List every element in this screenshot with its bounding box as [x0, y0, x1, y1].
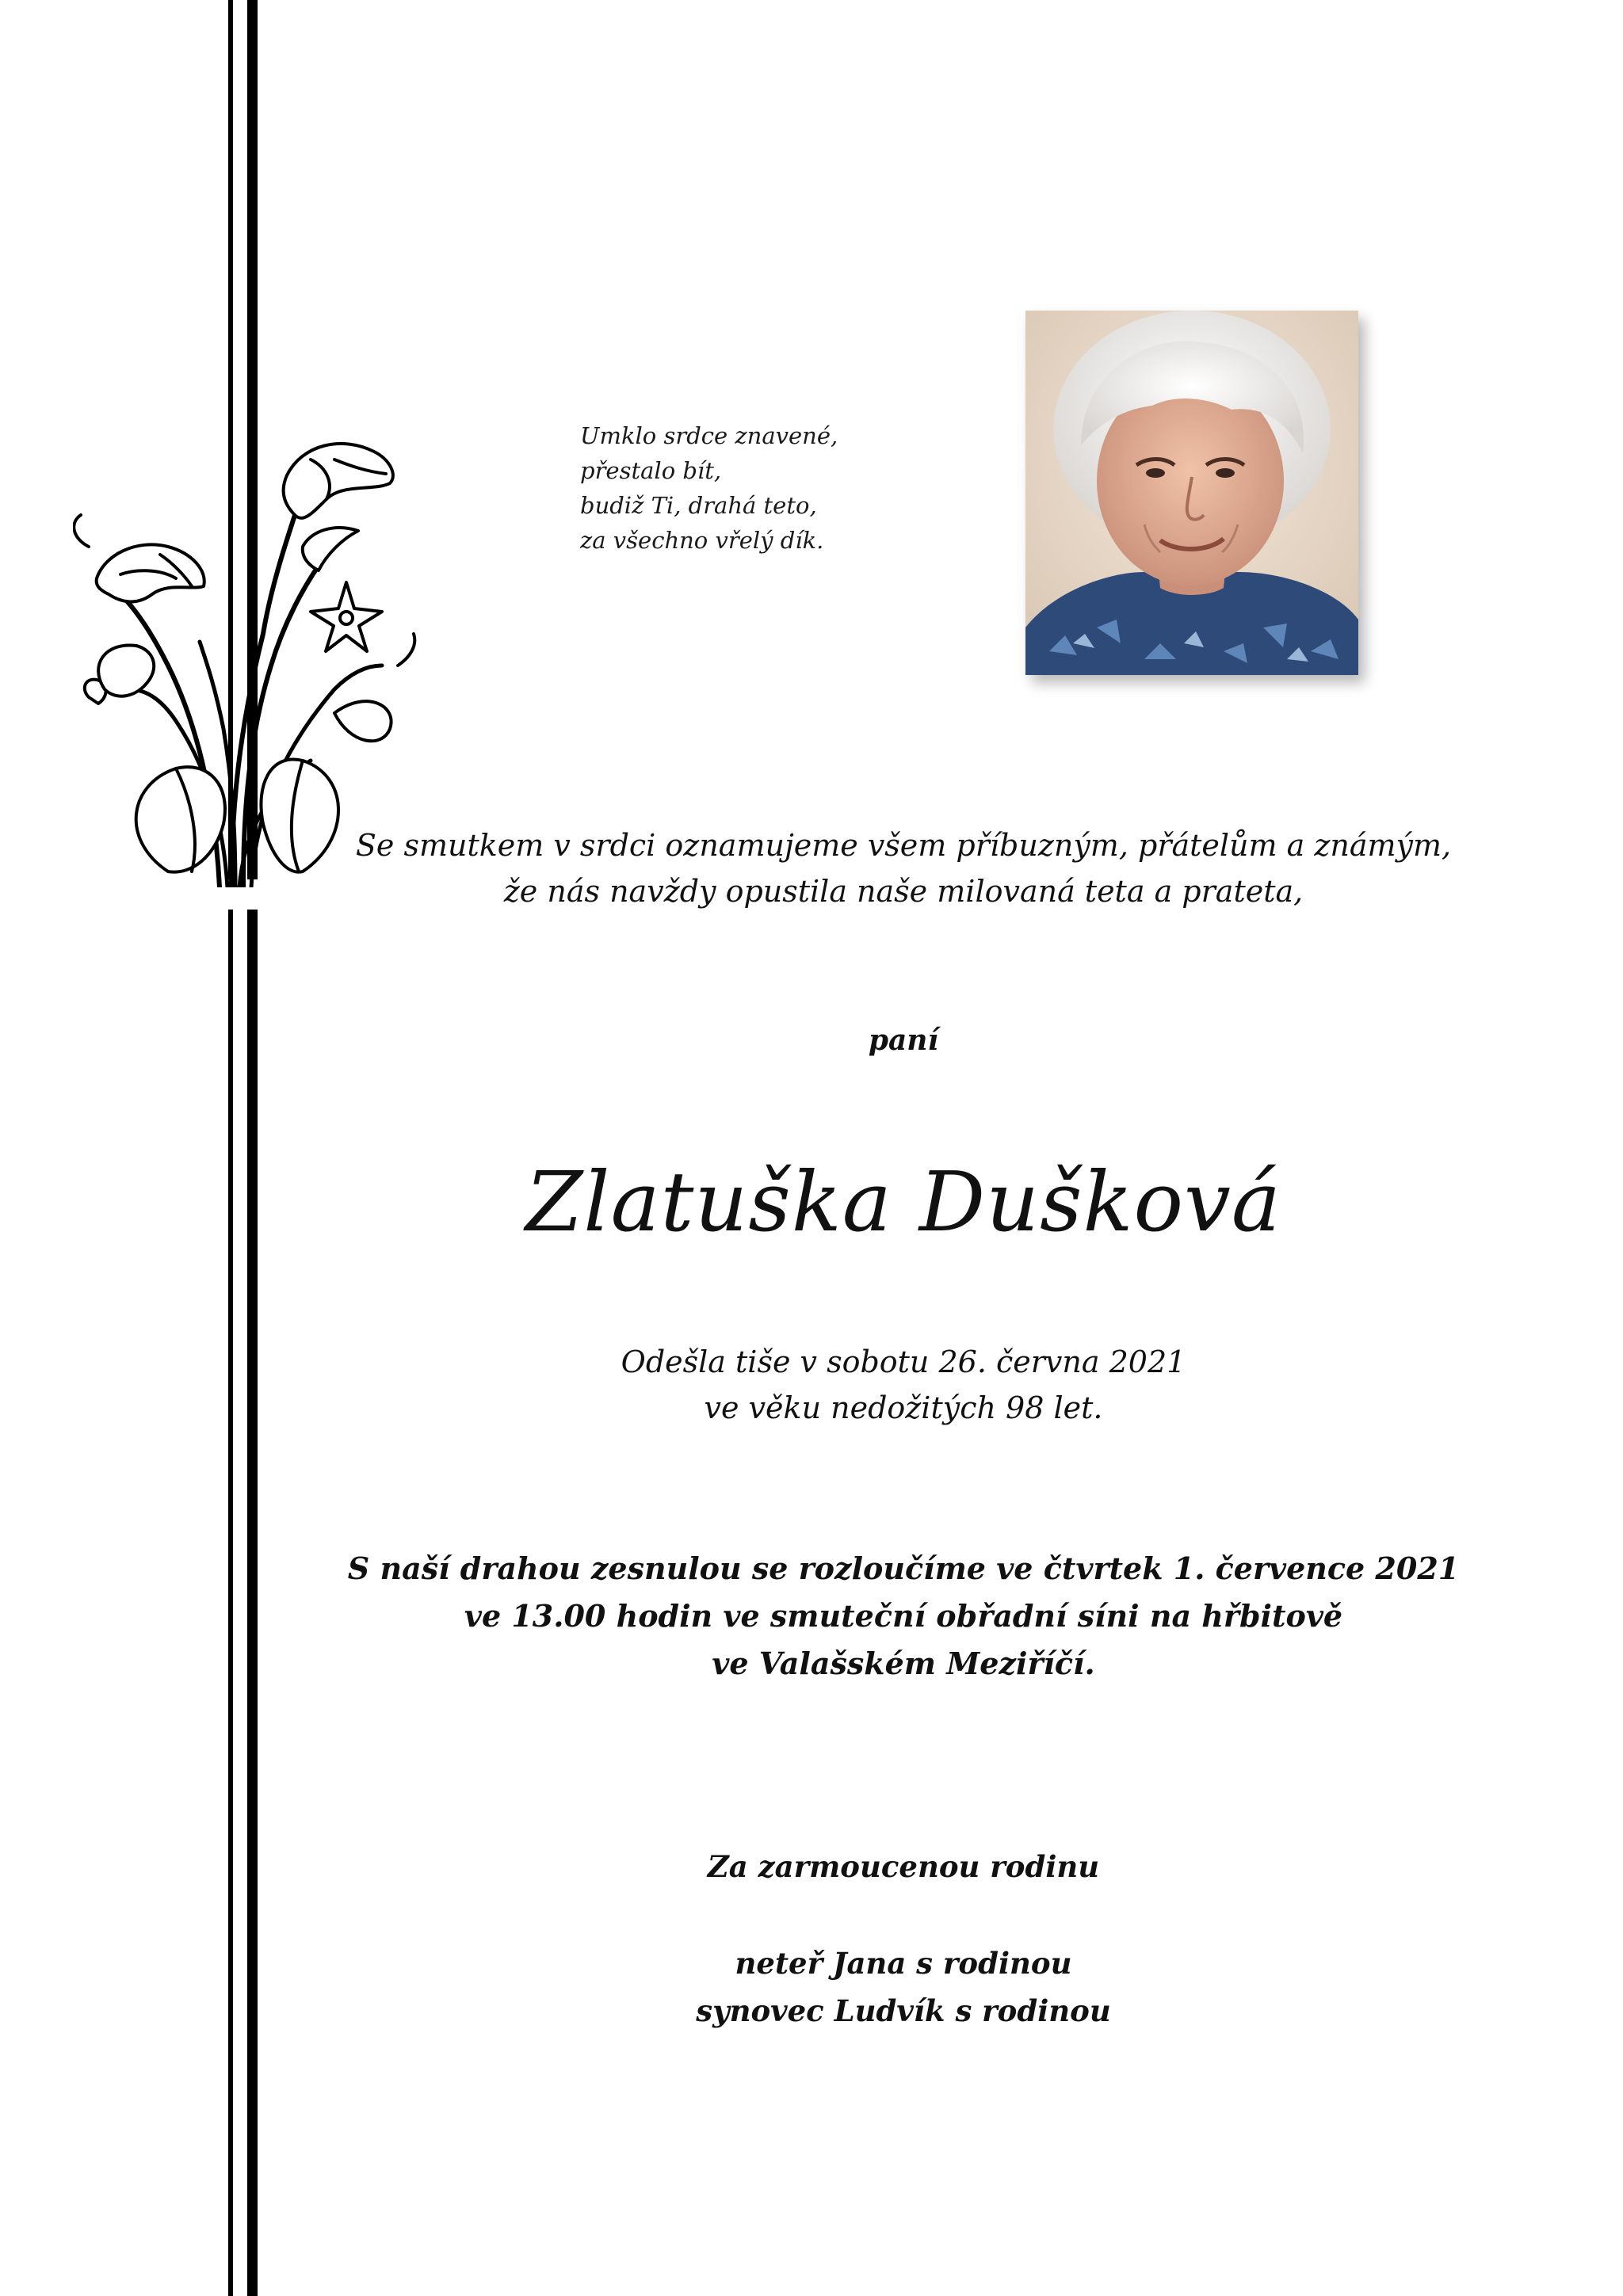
farewell-line: S naší drahou zesnulou se rozloučíme ve čtvrtek 1. července 2021 — [347, 1550, 1460, 1586]
poem-line: budiž Ti, drahá teto, — [580, 492, 817, 519]
death-info-line: ve věku nedožitých 98 let. — [704, 1390, 1103, 1425]
death-info — [333, 1339, 1474, 1431]
honorific: paní — [868, 1024, 939, 1057]
farewell-line: ve 13.00 hodin ve smuteční obřadní síni na hřbitově — [464, 1598, 1343, 1634]
poem-line: Umklo srdce znavené, — [580, 422, 838, 449]
family-member: synovec Ludvík s rodinou — [696, 1993, 1111, 2028]
death-info-line: Odešla tiše v sobotu 26. června 2021 — [621, 1344, 1186, 1379]
poem — [580, 418, 992, 558]
family-member: neteř Jana s rodinou — [735, 1946, 1072, 1981]
deceased-name: Zlatuška Dušková — [525, 1154, 1281, 1250]
family-members — [333, 1939, 1474, 2035]
announcement-line: že nás navždy opustila naše milovaná teta a prateta, — [503, 874, 1304, 909]
announcement — [333, 822, 1474, 914]
announcement-line: Se smutkem v srdci oznamujeme všem příbuzným, přátelům a známým, — [355, 828, 1452, 863]
family-heading: Za zarmoucenou rodinu — [707, 1849, 1100, 1884]
poem-line: za všechno vřelý dík. — [580, 527, 824, 554]
calla-lily-bouquet-icon — [73, 428, 422, 887]
farewell-line: ve Valašském Meziříčí. — [712, 1646, 1095, 1681]
portrait-photo — [1025, 311, 1358, 675]
farewell-notice — [333, 1545, 1474, 1688]
poem-line: přestalo bít, — [580, 457, 722, 484]
mourning-line-thin-bottom — [228, 910, 233, 2296]
mourning-line-thick-bottom — [247, 910, 258, 2296]
